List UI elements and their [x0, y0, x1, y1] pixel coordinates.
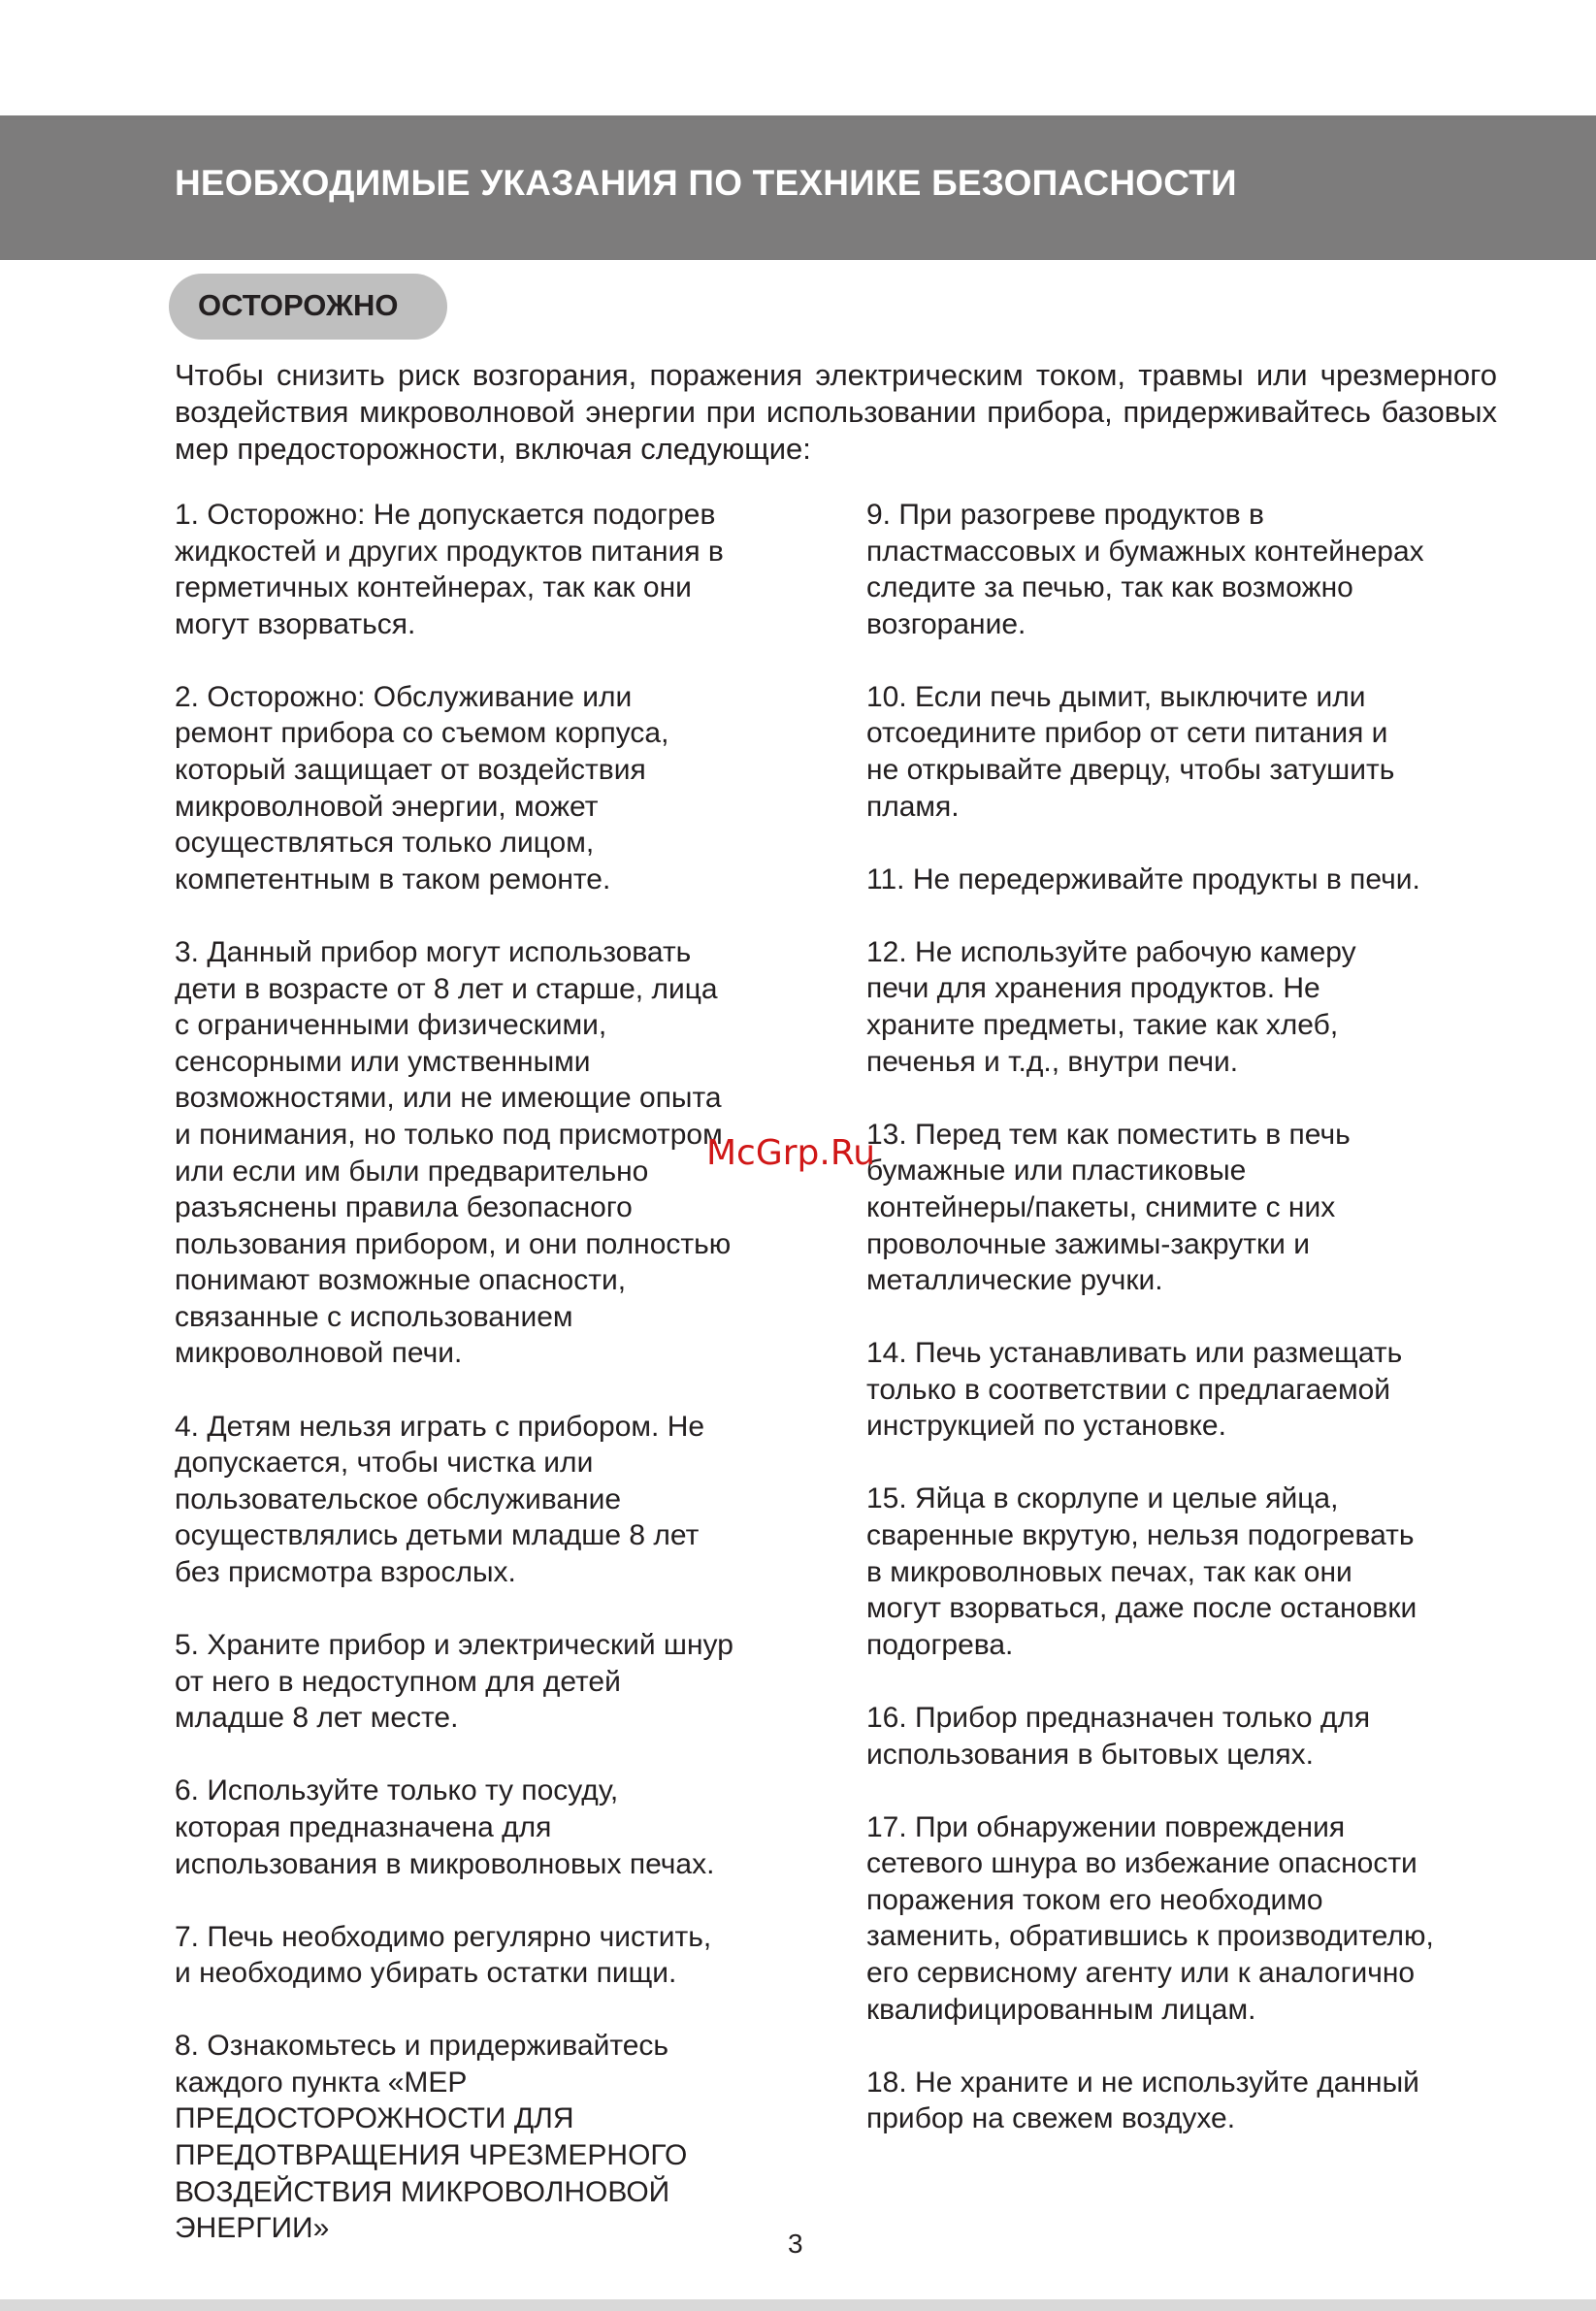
safety-item-6: 6. Используйте только ту посуду, которая предназначена для использования в микроволновых печах.	[175, 1774, 715, 1880]
safety-item-8: 8. Ознакомьтесь и придерживайтесь каждого пункта «МЕР ПРЕДОСТОРОЖНОСТИ ДЛЯ ПРЕДОТВРАЩЕНИЯ ЧРЕЗМЕРНОГО ВОЗДЕЙСТВИЯ МИКРОВОЛНОВОЙ ЭНЕРГИИ»	[175, 2030, 688, 2245]
intro-paragraph: Чтобы снизить риск возгорания, поражения электрическим током, травмы или чрезмерного воздействия микроволновой энергии при использовании прибора, придерживайтесь базовых мер предосторожности, включая следующие:	[175, 358, 1497, 466]
safety-item-18: 18. Не храните и не используйте данный прибор на свежем воздухе.	[866, 2066, 1419, 2135]
safety-item-17: 17. При обнаружении повреждения сетевого шнура во избежание опасности поражения током его необходимо заменить, обратившись к производителю, его сервисному агенту или к аналогично квалифицированным лицам.	[866, 1810, 1434, 2026]
safety-item-15: 15. Яйца в скорлупе и целые яйца, сваренные вкрутую, нельзя подогревать в микроволновых печах, так как они могут взорваться, даже после остановки подогрева.	[866, 1482, 1417, 1661]
caution-label: ОСТОРОЖНО	[198, 288, 399, 322]
page-title: НЕОБХОДИМЫЕ УКАЗАНИЯ ПО ТЕХНИКЕ БЕЗОПАСНОСТИ	[175, 163, 1237, 203]
safety-item-1: 1. Осторожно: Не допускается подогрев жидкостей и других продуктов питания в герметичных контейнерах, так как они могут взорваться.	[175, 499, 724, 640]
safety-item-16: 16. Прибор предназначен только для использования в бытовых целях.	[866, 1701, 1371, 1771]
safety-item-13: 13. Перед тем как поместить в печь бумажные или пластиковые контейнеры/пакеты, снимите с них проволочные зажимы-закрутки и металлические ручки.	[866, 1118, 1351, 1297]
safety-item-9: 9. При разогреве продуктов в пластмассовых и бумажных контейнерах следите за печью, так как возможно возгорание.	[866, 499, 1424, 640]
safety-item-7: 7. Печь необходимо регулярно чистить, и необходимо убирать остатки пищи.	[175, 1920, 712, 1990]
bottom-divider	[0, 2299, 1596, 2311]
safety-item-14: 14. Печь устанавливать или размещать только в соответствии с предлагаемой инструкцией по установке.	[866, 1337, 1403, 1443]
safety-item-4: 4. Детям нельзя играть с прибором. Не допускается, чтобы чистка или пользовательское обслуживание осуществлялись детьми младше 8 лет без присмотра взрослых.	[175, 1410, 705, 1588]
page-number: 3	[788, 2229, 803, 2259]
safety-list-left	[175, 497, 815, 2247]
safety-item-11: 11. Не передерживайте продукты в печи.	[866, 863, 1420, 895]
safety-item-2: 2. Осторожно: Обслуживание или ремонт прибора со съемом корпуса, который защищает от воздействия микроволновой энергии, может осуществляться только лицом, компетентным в таком ремонте.	[175, 680, 669, 895]
safety-item-12: 12. Не используйте рабочую камеру печи для хранения продуктов. Не храните предметы, такие как хлеб, печенья и т.д., внутри печи.	[866, 935, 1356, 1078]
safety-item-3: 3. Данный прибор могут использовать дети в возрасте от 8 лет и старше, лица с ограниченными физическими, сенсорными или умственными возможностями, или не имеющие опыта и понимания, но только под присмотром или если им были предварительно разъяснены правила безопасного пользования прибором, и они полностью понимают возможные опасности, связанные с использованием микроволновой печи.	[175, 935, 732, 1370]
safety-list-right	[866, 497, 1526, 2137]
safety-item-10: 10. Если печь дымит, выключите или отсоедините прибор от сети питания и не открывайте дверцу, чтобы затушить пламя.	[866, 680, 1395, 823]
watermark: McGrp.Ru	[706, 1133, 876, 1173]
safety-item-5: 5. Храните прибор и электрический шнур от него в недоступном для детей младше 8 лет месте.	[175, 1629, 733, 1735]
